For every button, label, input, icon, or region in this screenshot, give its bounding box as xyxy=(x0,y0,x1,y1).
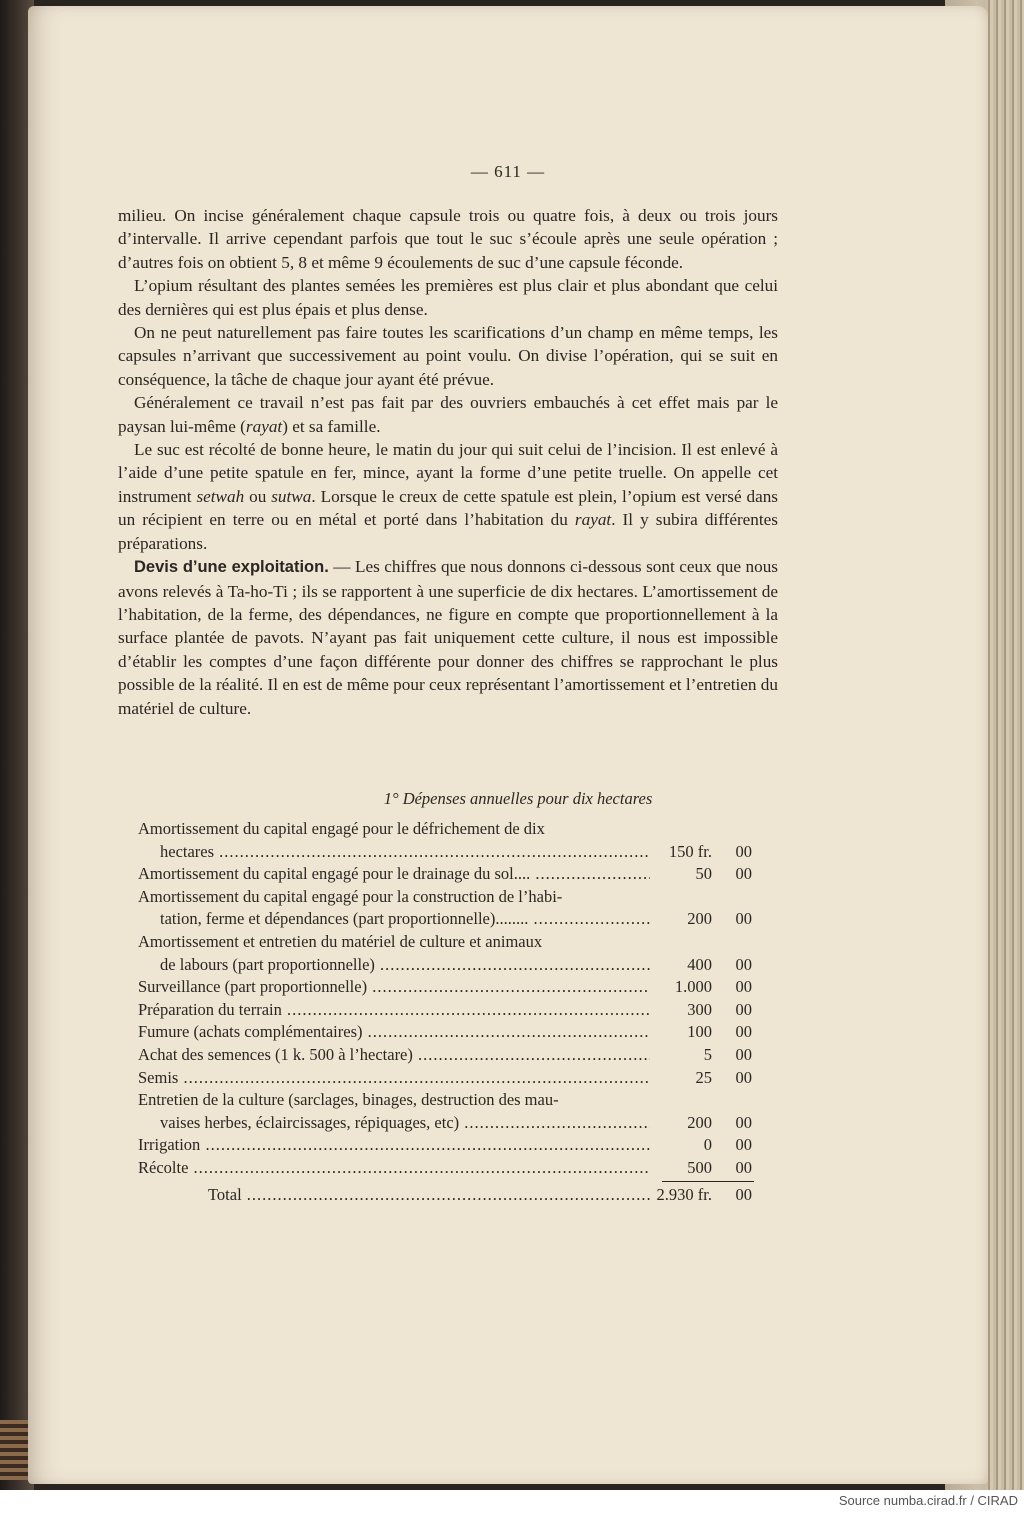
row-amount: 150 fr. xyxy=(668,841,712,861)
row-cents: 00 xyxy=(735,999,752,1019)
row-label: Préparation du terrain ..... xyxy=(138,999,650,1022)
page-number: — 611 — xyxy=(470,162,546,181)
row-amount: 500 xyxy=(687,1157,712,1177)
source-credit: Source numba.cirad.fr / CIRAD xyxy=(838,1493,1018,1508)
row-label: Fumure (achats complémentaires) ..... xyxy=(138,1021,650,1044)
paragraph: On ne peut naturellement pas faire toutes les scarifications d’un champ en même temps, les capsules n’arrivant que successivement au point voulu. On divise l’opération, qui se suit en conséquence, la tâche de chaque jour ayant été prévue. xyxy=(118,323,778,389)
table-row xyxy=(138,1157,754,1180)
table-row xyxy=(138,1112,754,1135)
paragraph: Le suc est récolté de bonne heure, le matin du jour qui suit celui de l’incision. Il est enlevé à l’aide d’une petite spatule en fer, mince, ayant la forme d’une petite truelle. On appelle cet instrument setwah ou sutwa. Lorsque le creux de cette spatule est plein, l’opium est versé dans un récipient en terre ou en métal et porté dans l’habitation du rayat. Il y subira différentes préparations. xyxy=(118,440,778,553)
row-cents: 00 xyxy=(735,909,752,929)
table-row xyxy=(138,1089,754,1112)
total-row xyxy=(138,1184,754,1207)
table-row xyxy=(138,841,754,864)
table-row xyxy=(138,1044,754,1067)
table-row xyxy=(138,1021,754,1044)
expense-table xyxy=(138,818,754,1206)
row-label: Entretien de la culture (sarclages, binages, destruction des mau- xyxy=(138,1090,559,1110)
table-row xyxy=(138,1067,754,1090)
paragraph: L’opium résultant des plantes semées les premières est plus clair et plus abondant que celui des dernières qui est plus épais et plus dense. xyxy=(118,276,778,319)
row-label: Achat des semences (1 k. 500 à l’hectare) ..... xyxy=(138,1044,650,1067)
row-cents: 00 xyxy=(735,1067,752,1087)
book-page-edges-fore xyxy=(985,0,1024,1490)
row-cents: 00 xyxy=(735,977,752,997)
book-page xyxy=(28,6,988,1484)
total-cents: 00 xyxy=(735,1184,752,1204)
row-cents: 00 xyxy=(735,841,752,861)
row-amount: 200 xyxy=(687,1112,712,1132)
row-label: Récolte ..... xyxy=(138,1157,650,1180)
table-title: 1° Dépenses annuelles pour dix hectares xyxy=(383,789,653,808)
table-row xyxy=(138,931,754,954)
row-label: vaises herbes, éclaircissages, répiquages, etc) ..... xyxy=(160,1112,650,1135)
table-row xyxy=(138,954,754,977)
row-cents: 00 xyxy=(735,1022,752,1042)
row-cents: 00 xyxy=(735,1157,752,1177)
row-label: Semis ..... xyxy=(138,1067,650,1090)
row-cents: 00 xyxy=(735,954,752,974)
table-row xyxy=(138,999,754,1022)
row-label: hectares ..... xyxy=(160,841,650,864)
total-rule xyxy=(662,1181,754,1182)
row-amount: 100 xyxy=(687,1022,712,1042)
row-amount: 300 xyxy=(687,999,712,1019)
paragraph: Généralement ce travail n’est pas fait par des ouvriers embauchés à cet effet mais par le paysan lui-même (rayat) et sa famille. xyxy=(118,393,778,436)
row-label: Amortissement et entretien du matériel de culture et animaux xyxy=(138,931,543,951)
table-row xyxy=(138,1134,754,1157)
paragraph: Devis d’une exploitation. — Les chiffres que nous donnons ci-dessous sont ceux que nous avons relevés à Ta-ho-Ti ; ils se rapportent à une superficie de dix hectares. L’amortissement de l’habitation, de la ferme, des dépendances, ne figure en compte que proportionnellement à la surface plantée de pavots. N’ayant pas fait uniquement cette culture, il nous est impossible d’établir les comptes d’une façon différente pour donner des chiffres se rapprochant le plus possible de la réalité. Il en est de même pour ceux représentant l’amortissement et l’entretien du matériel de culture. xyxy=(118,557,778,718)
row-label: Surveillance (part proportionnelle) ..... xyxy=(138,976,650,999)
row-label: Amortissement du capital engagé pour le défrichement de dix xyxy=(138,819,545,838)
table-row xyxy=(138,976,754,999)
paragraph: milieu. On incise généralement chaque capsule trois ou quatre fois, à deux ou trois jours d’intervalle. Il arrive cependant parfois que tout le suc s’écoule après une seule opération ; d’autres fois on obtient 5, 8 et même 9 écoulements de suc d’une capsule féconde. xyxy=(118,206,778,272)
footer xyxy=(0,1490,1024,1514)
row-label: Amortissement du capital engagé pour le drainage du sol.... ..... xyxy=(138,863,650,886)
row-amount: 1.000 xyxy=(674,977,712,997)
table-row xyxy=(138,886,754,909)
row-amount: 50 xyxy=(695,864,712,884)
row-amount: 5 xyxy=(703,1044,712,1064)
row-cents: 00 xyxy=(735,864,752,884)
row-label: Amortissement du capital engagé pour la construction de l’habi- xyxy=(138,886,563,906)
table-row xyxy=(138,863,754,886)
total-label: Total ..... xyxy=(208,1184,650,1207)
row-cents: 00 xyxy=(735,1044,752,1064)
body-text xyxy=(118,204,778,720)
row-amount: 25 xyxy=(695,1067,712,1087)
table-row xyxy=(138,818,754,841)
row-amount: 0 xyxy=(703,1135,712,1155)
row-cents: 00 xyxy=(735,1112,752,1132)
row-cents: 00 xyxy=(735,1135,752,1155)
row-amount: 400 xyxy=(687,954,712,974)
row-label: de labours (part proportionnelle) ..... xyxy=(160,954,650,977)
row-label: Irrigation ..... xyxy=(138,1134,650,1157)
row-amount: 200 xyxy=(687,909,712,929)
table-row xyxy=(138,908,754,931)
section-heading: Devis d’une exploitation. xyxy=(134,558,329,577)
row-label: tation, ferme et dépendances (part proportionnelle)........ ..... xyxy=(160,908,650,931)
total-amount: 2.930 fr. xyxy=(656,1184,712,1204)
